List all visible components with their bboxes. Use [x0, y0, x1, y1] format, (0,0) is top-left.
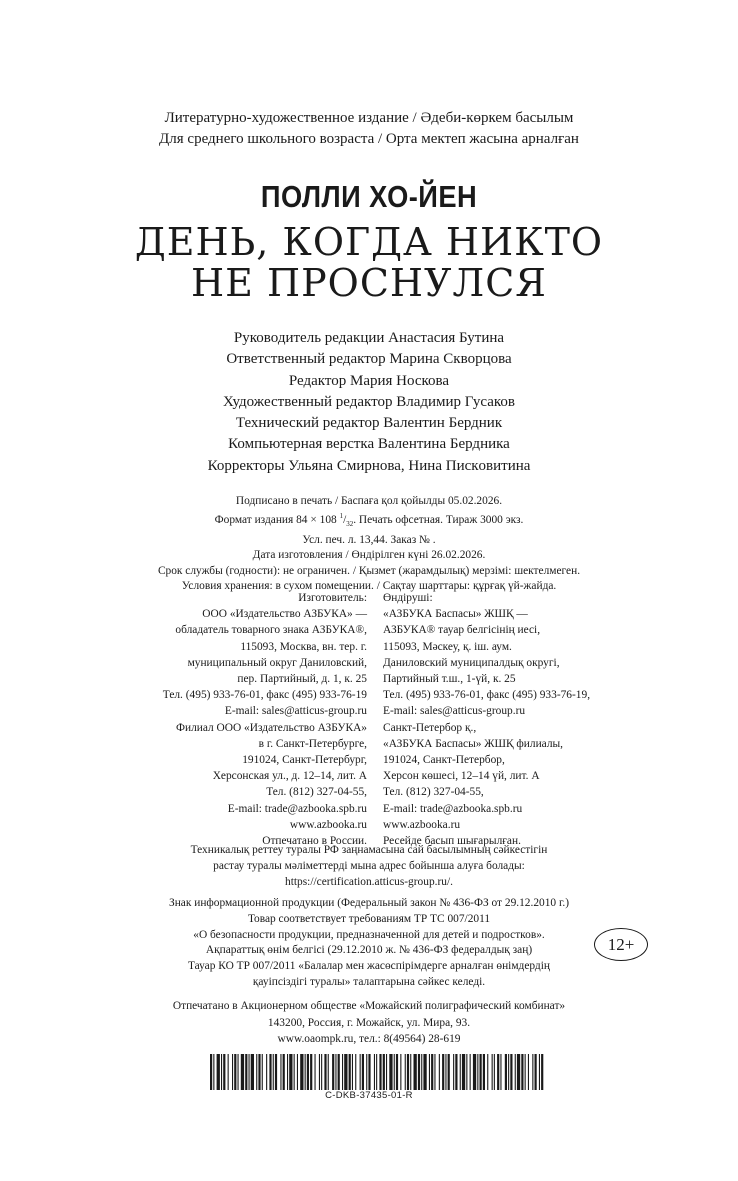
barcode-bar [410, 1054, 411, 1090]
barcode-bar [319, 1054, 320, 1090]
barcode-bar [405, 1054, 406, 1090]
barcode-bar [483, 1054, 485, 1090]
barcode-bar [525, 1054, 526, 1090]
manufacturer-ru-line: E-mail: trade@azbooka.spb.ru [227, 802, 367, 815]
barcode-bar [429, 1054, 430, 1090]
format-denominator: 32 [346, 520, 354, 529]
barcode-bar [376, 1054, 377, 1090]
manufacturer-kz-line: Тел. (495) 933-76-01, факс (495) 933-76-19, [383, 689, 591, 702]
credit-line: Редактор Мария Носкова [288, 372, 450, 389]
barcode-bar [508, 1054, 509, 1090]
barcode-text: C-DKB-37435-01-R [325, 1090, 413, 1101]
manufacturer-ru-line: муниципальный округ Даниловский, [187, 656, 367, 669]
barcode-bar [245, 1054, 247, 1090]
manufacturer-ru-line: обладатель товарного знака АЗБУКА®, [175, 624, 367, 637]
printer-name: Отпечатано в Акционерном обществе «Можайский полиграфический комбинат» [172, 1000, 566, 1012]
barcode-bar [418, 1054, 420, 1090]
barcode-bar [532, 1054, 533, 1090]
manufacturer-kz-line: Өндіруші: [383, 592, 433, 604]
printer-address: 143200, Россия, г. Можайск, ул. Мира, 93. [267, 1016, 471, 1029]
barcode-bar [423, 1054, 426, 1090]
barcode-bar [294, 1054, 295, 1090]
barcode-bar [448, 1054, 450, 1090]
barcode-bar [355, 1054, 356, 1090]
barcode-bar [223, 1054, 225, 1090]
manufacturer-kz-line: Партийный т.ш., 1-үй, к. 25 [383, 673, 516, 686]
credit-line: Технический редактор Валентин Бердник [235, 415, 503, 432]
barcode [210, 1054, 546, 1090]
barcode-bar [497, 1054, 499, 1090]
barcode-bar [541, 1054, 543, 1090]
certification-line: Техникалық реттеу туралы РФ заңнамасына сай басылымның сәйкестігін [190, 844, 548, 856]
manufacturer-ru-line: Изготовитель: [298, 592, 367, 604]
barcode-bar [389, 1054, 392, 1090]
printer-info [0, 998, 738, 1048]
barcode-bar [321, 1054, 322, 1090]
barcode-bar [217, 1054, 220, 1090]
manufacturer-kz-line: «АЗБУКА Баспасы» ЖШҚ филиалы, [383, 737, 564, 750]
print-sheets: Усл. печ. л. 13,44. Заказ № . [302, 533, 436, 546]
barcode-bar [275, 1054, 277, 1090]
barcode-bar [283, 1054, 285, 1090]
barcode-bar [352, 1054, 353, 1090]
credit-line: Руководитель редакции Анастасия Бутина [233, 330, 505, 346]
barcode-bar [360, 1054, 361, 1090]
info-sign-line: «О безопасности продукции, предназначенной для детей и подростков». [193, 928, 545, 941]
barcode-bar [297, 1054, 298, 1090]
age-audience: Для среднего школьного возраста / Орта мектеп жасына арналған [159, 131, 579, 147]
barcode-bar [515, 1054, 516, 1090]
barcode-graphic [210, 1054, 546, 1090]
certification-url: https://certification.atticus-group.ru/. [285, 876, 453, 889]
manufacturer-ru-line: Филиал ООО «Издательство АЗБУКА» [175, 721, 367, 734]
barcode-bar [445, 1054, 446, 1090]
barcode-bar [383, 1054, 385, 1090]
barcode-bar [344, 1054, 347, 1090]
info-sign-line: Ақпараттық өнім белгісі (29.12.2010 ж. № 436-ФЗ федералдық заң) [205, 944, 533, 957]
barcode-bar [289, 1054, 292, 1090]
barcode-bar [238, 1054, 239, 1090]
printer-contact: www.oaompk.ru, тел.: 8(49564) 28-619 [277, 1033, 461, 1045]
barcode-bar [431, 1054, 433, 1090]
format-numerator: 1 [339, 512, 344, 521]
barcode-bar [273, 1054, 274, 1090]
barcode-bar [280, 1054, 281, 1090]
barcode-bar [517, 1054, 520, 1090]
author-name: ПОЛЛИ ХО-ЙЕН [260, 179, 478, 214]
barcode-bar [249, 1054, 250, 1090]
barcode-bar [300, 1054, 303, 1090]
info-sign-line: Знак информационной продукции (Федеральный закон № 436-ФЗ от 29.12.2010 г.) [168, 897, 570, 909]
barcode-bar [394, 1054, 395, 1090]
manufacturer-ru [107, 590, 367, 849]
barcode-bar [324, 1054, 326, 1090]
format-prefix: Формат издания 84 × 108 [214, 514, 340, 527]
barcode-bar [455, 1054, 457, 1090]
manufacturer-ru-line: ООО «Издательство АЗБУКА» — [202, 608, 367, 621]
credit-line: Художественный редактор Владимир Гусаков [222, 393, 516, 410]
barcode-bar [421, 1054, 422, 1090]
manufacturer-ru-line: 115093, Москва, вн. тер. г. [240, 640, 367, 653]
book-title [0, 222, 738, 304]
manufacturer-kz-line: Тел. (812) 327-04-55, [383, 786, 484, 799]
age-rating-badge: 12+ [594, 928, 648, 961]
manufacturer-ru-line: пер. Партийный, д. 1, к. 25 [237, 673, 367, 686]
manufacturer-kz-line: Ресейде басып шығарылған. [383, 835, 521, 848]
barcode-bar [487, 1054, 488, 1090]
barcode-bar [386, 1054, 387, 1090]
barcode-bar [315, 1054, 316, 1090]
manufacturer-ru-line: 191024, Санкт-Петербург, [242, 754, 367, 767]
barcode-bar [210, 1054, 212, 1090]
barcode-bar [492, 1054, 493, 1090]
barcode-bar [368, 1054, 370, 1090]
barcode-bar [407, 1054, 409, 1090]
barcode-bar [305, 1054, 306, 1090]
credit-line: Корректоры Ульяна Смирнова, Нина Пискoвитина [207, 457, 531, 474]
barcode-bar [232, 1054, 233, 1090]
manufacturer-kz-line: 115093, Мәскеу, қ. іш. аум. [383, 640, 512, 653]
manufacturer-ru-line: в г. Санкт-Петербурге, [258, 737, 367, 750]
barcode-bar [400, 1054, 401, 1090]
signed-date: Подписано в печать / Баспаға қол қойылды 05.02.2026. [235, 495, 503, 507]
credit-line: Ответственный редактор Марина Скворцова [226, 351, 512, 368]
barcode-bar [510, 1054, 512, 1090]
credit-line: Компьютерная верстка Валентина Бердника [228, 436, 510, 453]
manufacturer-kz-line: E-mail: trade@azbooka.spb.ru [383, 802, 523, 815]
barcode-bar [500, 1054, 501, 1090]
format-suffix: . Печать офсетная. Тираж 3000 экз. [353, 514, 524, 527]
manufacturer-kz-line: АЗБУКА® тауар белгісінің иесі, [383, 624, 541, 637]
manufacturer-kz-line: Даниловский муниципалдық округі, [383, 656, 560, 669]
barcode-bar [528, 1054, 529, 1090]
barcode-bar [328, 1054, 329, 1090]
barcode-bar [349, 1054, 351, 1090]
manufacturer-kz-line: www.azbooka.ru [383, 818, 461, 831]
manufacture-date: Дата изготовления / Өндірілген күні 26.02.2026. [252, 549, 486, 562]
info-sign-line: Товар соответствует требованиям ТР ТС 007/2011 [247, 912, 491, 925]
barcode-bar [342, 1054, 343, 1090]
barcode-bar [414, 1054, 417, 1090]
manufacturer-ru-line: Тел. (812) 327-04-55, [266, 786, 367, 799]
barcode-bar [473, 1054, 476, 1090]
editorial-credits [0, 328, 738, 477]
info-sign-line: Тауар КО ТР 007/2011 «Балалар мен жасөспірімдерге арналған өнімдердің [187, 960, 550, 973]
barcode-bar [366, 1054, 367, 1090]
barcode-bar [234, 1054, 236, 1090]
barcode-bar [521, 1054, 523, 1090]
certification-line: растау туралы мәліметтерді мына адрес бойынша алуға болады: [213, 860, 525, 873]
barcode-bar [258, 1054, 260, 1090]
barcode-bar [221, 1054, 222, 1090]
barcode-bar [396, 1054, 398, 1090]
manufacturer-ru-line: Тел. (495) 933-76-01, факс (495) 933-76-19 [162, 689, 367, 702]
barcode-bar [539, 1054, 540, 1090]
barcode-bar [439, 1054, 440, 1090]
barcode-bar [466, 1054, 467, 1090]
barcode-bar [228, 1054, 229, 1090]
manufacturer-kz-line: 191024, Санкт-Петербор, [383, 754, 505, 767]
info-sign-line: қауіпсіздігі туралы» талаптарына сәйкес келеді. [252, 975, 486, 988]
barcode-bar [477, 1054, 478, 1090]
barcode-bar [453, 1054, 454, 1090]
barcode-bar [494, 1054, 495, 1090]
barcode-bar [460, 1054, 461, 1090]
barcode-bar [332, 1054, 334, 1090]
edition-heading [0, 108, 738, 150]
barcode-bar [241, 1054, 244, 1090]
barcode-bar [379, 1054, 381, 1090]
barcode-bar [251, 1054, 254, 1090]
manufacturer-ru-line: Херсонская ул., д. 12–14, лит. А [212, 770, 367, 783]
barcode-bar [310, 1054, 312, 1090]
production-details [0, 494, 738, 595]
barcode-bar [442, 1054, 444, 1090]
format-line: Формат издания 84 × 108 $^1/_{32}$. Печать офсетная. Тираж 3000 экз. [214, 512, 524, 529]
barcode-bar [335, 1054, 336, 1090]
manufacturer-kz-line: E-mail: sales@atticus-group.ru [383, 705, 526, 718]
manufacturer-ru-line: E-mail: sales@atticus-group.ru [224, 705, 367, 718]
book-title-line-1: ДЕНЬ, КОГДА НИКТО [134, 220, 604, 264]
barcode-bar [256, 1054, 257, 1090]
barcode-bar [374, 1054, 375, 1090]
barcode-bar [434, 1054, 435, 1090]
barcode-bar [269, 1054, 271, 1090]
certification-note [0, 842, 738, 891]
barcode-bar [470, 1054, 471, 1090]
barcode-bar [262, 1054, 263, 1090]
manufacturer-kz-line: Херсон көшесі, 12–14 үй, лит. А [383, 770, 540, 783]
barcode-bar [287, 1054, 288, 1090]
barcode-bar [338, 1054, 340, 1090]
barcode-bar [462, 1054, 465, 1090]
barcode-bar [362, 1054, 364, 1090]
manufacturer-kz-line: Санкт-Петербор қ., [383, 721, 477, 734]
service-life: Срок службы (годности): не ограничен. / Қызмет (жарамдылық) мерзімі: шектелмеген. [157, 564, 581, 577]
barcode-bar [213, 1054, 214, 1090]
barcode-bar [480, 1054, 482, 1090]
barcode-bar [266, 1054, 267, 1090]
barcode-bar [307, 1054, 309, 1090]
barcode-bar [535, 1054, 537, 1090]
edition-type: Литературно-художественное издание / Әдеби-көркем басылым [164, 110, 574, 126]
book-title-line-2: НЕ ПРОСНУЛСЯ [191, 261, 547, 305]
manufacturer-kz-line: «АЗБУКА Баспасы» ЖШҚ — [383, 608, 528, 621]
manufacturer-kz [383, 590, 673, 849]
manufacturer-ru-line: Отпечатано в России. [262, 835, 367, 848]
barcode-bar [505, 1054, 507, 1090]
storage-conditions: Условия хранения: в сухом помещении. / Сақтау шарттары: құрғақ үй-жайда. [181, 580, 557, 593]
manufacturer-ru-line: www.azbooka.ru [289, 818, 367, 831]
